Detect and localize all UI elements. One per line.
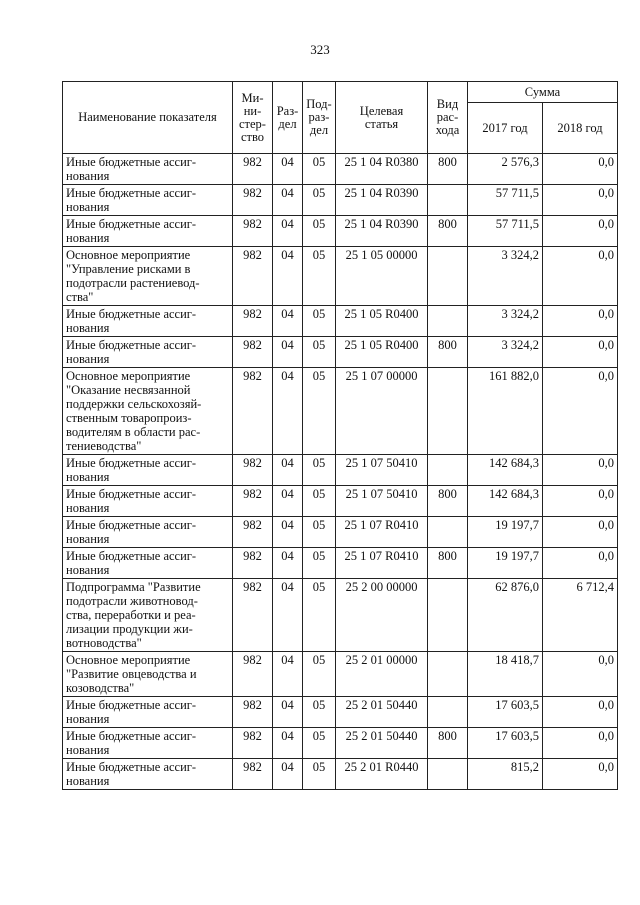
- row-name: Иные бюджетные ассиг- нования: [63, 548, 233, 579]
- table-row: [63, 306, 618, 337]
- row-subsection: 05: [303, 216, 336, 247]
- row-section: 04: [273, 337, 303, 368]
- row-section: 04: [273, 216, 303, 247]
- row-target: 25 2 01 00000: [336, 652, 428, 697]
- row-name: Иные бюджетные ассиг- нования: [63, 697, 233, 728]
- row-expense-type: [428, 247, 468, 306]
- table-row: [63, 728, 618, 759]
- row-ministry: 982: [233, 185, 273, 216]
- row-sum-2018: 0,0: [543, 337, 618, 368]
- row-target: 25 2 01 50440: [336, 697, 428, 728]
- row-sum-2017: 17 603,5: [468, 728, 543, 759]
- budget-table: [62, 81, 618, 790]
- row-subsection: 05: [303, 455, 336, 486]
- row-expense-type: 800: [428, 486, 468, 517]
- row-sum-2017: 57 711,5: [468, 185, 543, 216]
- row-name: Основное мероприятие "Управление рисками в подотрасли растениевод- ства": [63, 247, 233, 306]
- row-sum-2018: 0,0: [543, 247, 618, 306]
- table-row: [63, 652, 618, 697]
- row-subsection: 05: [303, 548, 336, 579]
- row-sum-2018: 0,0: [543, 486, 618, 517]
- table-row: [63, 154, 618, 185]
- row-expense-type: 800: [428, 337, 468, 368]
- row-subsection: 05: [303, 579, 336, 652]
- row-section: 04: [273, 548, 303, 579]
- row-expense-type: [428, 652, 468, 697]
- row-target: 25 1 04 R0390: [336, 216, 428, 247]
- row-subsection: 05: [303, 728, 336, 759]
- row-section: 04: [273, 486, 303, 517]
- row-target: 25 1 07 50410: [336, 486, 428, 517]
- row-sum-2018: 0,0: [543, 368, 618, 455]
- row-sum-2018: 0,0: [543, 154, 618, 185]
- row-section: 04: [273, 306, 303, 337]
- row-expense-type: [428, 697, 468, 728]
- table-row: [63, 216, 618, 247]
- row-subsection: 05: [303, 368, 336, 455]
- row-target: 25 1 05 R0400: [336, 306, 428, 337]
- row-target: 25 2 01 50440: [336, 728, 428, 759]
- row-sum-2018: 0,0: [543, 697, 618, 728]
- row-ministry: 982: [233, 517, 273, 548]
- header-name: Наименование показателя: [63, 82, 233, 154]
- row-target: 25 1 04 R0390: [336, 185, 428, 216]
- row-sum-2017: 142 684,3: [468, 455, 543, 486]
- row-name: Иные бюджетные ассиг- нования: [63, 517, 233, 548]
- table-row: [63, 368, 618, 455]
- row-target: 25 1 07 R0410: [336, 548, 428, 579]
- row-ministry: 982: [233, 306, 273, 337]
- header-year-2018: 2018 год: [543, 103, 618, 154]
- row-sum-2018: 0,0: [543, 216, 618, 247]
- row-expense-type: 800: [428, 548, 468, 579]
- row-section: 04: [273, 517, 303, 548]
- row-sum-2018: 0,0: [543, 455, 618, 486]
- row-expense-type: [428, 306, 468, 337]
- row-sum-2018: 6 712,4: [543, 579, 618, 652]
- row-name: Иные бюджетные ассиг- нования: [63, 486, 233, 517]
- row-expense-type: [428, 517, 468, 548]
- row-name: Иные бюджетные ассиг- нования: [63, 216, 233, 247]
- table-row: [63, 337, 618, 368]
- row-sum-2017: 62 876,0: [468, 579, 543, 652]
- row-expense-type: [428, 579, 468, 652]
- row-section: 04: [273, 728, 303, 759]
- row-subsection: 05: [303, 697, 336, 728]
- table-row: [63, 486, 618, 517]
- row-target: 25 1 07 50410: [336, 455, 428, 486]
- row-name: Иные бюджетные ассиг- нования: [63, 759, 233, 790]
- row-name: Иные бюджетные ассиг- нования: [63, 306, 233, 337]
- row-expense-type: 800: [428, 728, 468, 759]
- row-section: 04: [273, 652, 303, 697]
- row-subsection: 05: [303, 759, 336, 790]
- row-subsection: 05: [303, 154, 336, 185]
- row-section: 04: [273, 579, 303, 652]
- row-sum-2018: 0,0: [543, 548, 618, 579]
- row-subsection: 05: [303, 337, 336, 368]
- row-subsection: 05: [303, 486, 336, 517]
- row-target: 25 2 00 00000: [336, 579, 428, 652]
- header-expense-type: Вид рас- хода: [428, 82, 468, 154]
- row-expense-type: 800: [428, 216, 468, 247]
- row-ministry: 982: [233, 548, 273, 579]
- table-row: [63, 548, 618, 579]
- row-sum-2017: 18 418,7: [468, 652, 543, 697]
- row-sum-2017: 19 197,7: [468, 517, 543, 548]
- row-ministry: 982: [233, 652, 273, 697]
- row-subsection: 05: [303, 247, 336, 306]
- row-sum-2017: 3 324,2: [468, 247, 543, 306]
- row-ministry: 982: [233, 697, 273, 728]
- row-sum-2018: 0,0: [543, 759, 618, 790]
- row-ministry: 982: [233, 759, 273, 790]
- header-sum: Сумма: [468, 82, 618, 103]
- row-section: 04: [273, 368, 303, 455]
- row-sum-2017: 3 324,2: [468, 306, 543, 337]
- row-ministry: 982: [233, 216, 273, 247]
- row-ministry: 982: [233, 728, 273, 759]
- row-target: 25 1 07 00000: [336, 368, 428, 455]
- row-name: Иные бюджетные ассиг- нования: [63, 185, 233, 216]
- row-ministry: 982: [233, 368, 273, 455]
- row-sum-2018: 0,0: [543, 728, 618, 759]
- row-expense-type: [428, 759, 468, 790]
- header-subsection: Под- раз- дел: [303, 82, 336, 154]
- row-expense-type: [428, 368, 468, 455]
- table-row: [63, 579, 618, 652]
- row-expense-type: [428, 455, 468, 486]
- table-row: [63, 517, 618, 548]
- row-ministry: 982: [233, 579, 273, 652]
- row-section: 04: [273, 154, 303, 185]
- row-expense-type: [428, 185, 468, 216]
- row-name: Основное мероприятие "Оказание несвязанной поддержки сельскохозяй- ственным товаропроиз- водителям в области рас- тениеводства": [63, 368, 233, 455]
- row-sum-2017: 161 882,0: [468, 368, 543, 455]
- row-sum-2017: 3 324,2: [468, 337, 543, 368]
- row-section: 04: [273, 247, 303, 306]
- row-ministry: 982: [233, 337, 273, 368]
- table-row: [63, 697, 618, 728]
- table-row: [63, 247, 618, 306]
- row-sum-2017: 17 603,5: [468, 697, 543, 728]
- row-ministry: 982: [233, 455, 273, 486]
- row-name: Иные бюджетные ассиг- нования: [63, 337, 233, 368]
- row-target: 25 1 05 R0400: [336, 337, 428, 368]
- row-sum-2018: 0,0: [543, 306, 618, 337]
- row-name: Иные бюджетные ассиг- нования: [63, 154, 233, 185]
- row-sum-2017: 19 197,7: [468, 548, 543, 579]
- header-target: Целевая статья: [336, 82, 428, 154]
- row-sum-2017: 142 684,3: [468, 486, 543, 517]
- row-name: Иные бюджетные ассиг- нования: [63, 728, 233, 759]
- row-sum-2018: 0,0: [543, 185, 618, 216]
- row-sum-2018: 0,0: [543, 652, 618, 697]
- row-ministry: 982: [233, 486, 273, 517]
- row-ministry: 982: [233, 247, 273, 306]
- page-number: 323: [310, 42, 330, 57]
- table-row: [63, 455, 618, 486]
- header-section: Раз- дел: [273, 82, 303, 154]
- row-section: 04: [273, 455, 303, 486]
- row-section: 04: [273, 185, 303, 216]
- row-name: Подпрограмма "Развитие подотрасли животновод- ства, переработки и реа- лизации продукции жи- вотноводства": [63, 579, 233, 652]
- row-target: 25 1 05 00000: [336, 247, 428, 306]
- row-sum-2017: 815,2: [468, 759, 543, 790]
- row-target: 25 1 04 R0380: [336, 154, 428, 185]
- row-subsection: 05: [303, 517, 336, 548]
- row-section: 04: [273, 759, 303, 790]
- table-row: [63, 185, 618, 216]
- row-subsection: 05: [303, 306, 336, 337]
- row-name: Основное мероприятие "Развитие овцеводства и козоводства": [63, 652, 233, 697]
- row-sum-2017: 2 576,3: [468, 154, 543, 185]
- row-ministry: 982: [233, 154, 273, 185]
- row-subsection: 05: [303, 185, 336, 216]
- row-sum-2018: 0,0: [543, 517, 618, 548]
- header-ministry: Ми- ни- стер- ство: [233, 82, 273, 154]
- row-target: 25 1 07 R0410: [336, 517, 428, 548]
- row-name: Иные бюджетные ассиг- нования: [63, 455, 233, 486]
- row-section: 04: [273, 697, 303, 728]
- row-target: 25 2 01 R0440: [336, 759, 428, 790]
- header-year-2017: 2017 год: [468, 103, 543, 154]
- row-subsection: 05: [303, 652, 336, 697]
- table-row: [63, 759, 618, 790]
- row-expense-type: 800: [428, 154, 468, 185]
- row-sum-2017: 57 711,5: [468, 216, 543, 247]
